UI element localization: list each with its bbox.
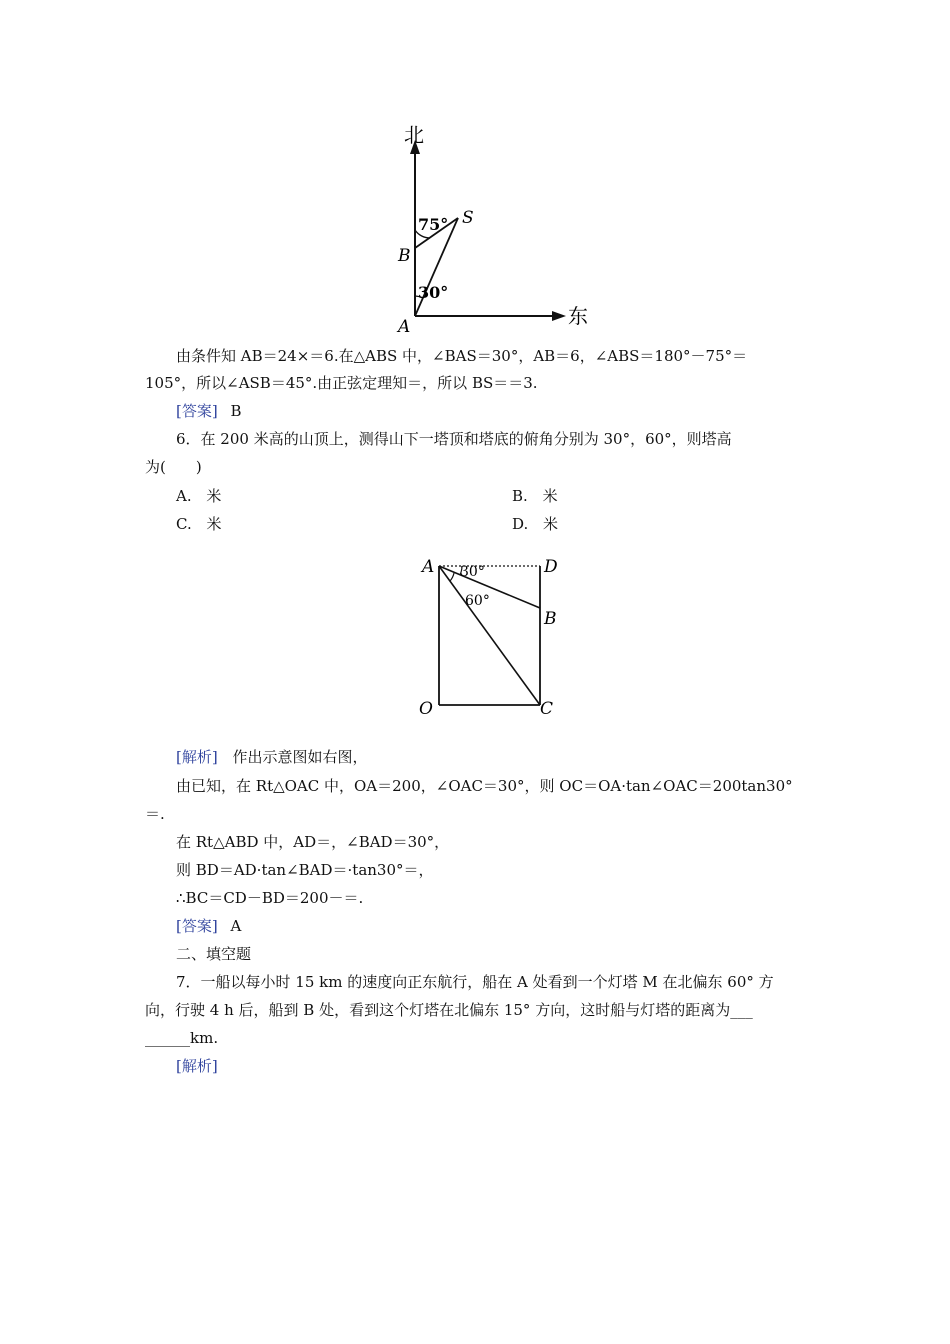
- option-c-text: 米: [206, 515, 222, 533]
- q6-solution-intro-row: [176, 747, 841, 767]
- point-O-label: O: [419, 699, 433, 719]
- angle-arc-60: [450, 573, 454, 581]
- option-d-text: 米: [543, 515, 559, 533]
- q6-option-d: [512, 513, 558, 534]
- q7-solution-tag: [解析]: [176, 1057, 218, 1075]
- point-B-label: B: [544, 609, 557, 629]
- section-title: 二、填空题: [176, 945, 252, 963]
- q6-answer-value: A: [230, 917, 242, 935]
- q7-solution-row: [176, 1056, 841, 1076]
- q5-answer-row: [176, 401, 841, 421]
- point-B-label: B: [398, 246, 411, 266]
- angle-30-label: 30°: [460, 564, 485, 580]
- option-a-label: A.: [176, 487, 192, 505]
- point-S-label: S: [462, 208, 474, 228]
- figure-compass-diagram: [380, 120, 610, 335]
- north-label: 北: [404, 123, 424, 147]
- east-label: 东: [568, 304, 588, 328]
- q7-line-2: 向，行驶 4 h 后，船到 B 处，看到这个灯塔在北偏东 15° 方向，这时船与灯塔的距离为___: [145, 1001, 753, 1019]
- q5-line-2: 105°，所以∠ASB＝45°.由正弦定理知＝，所以 BS＝＝3.: [145, 374, 538, 392]
- point-A-label: A: [422, 557, 435, 577]
- option-a-text: 米: [206, 487, 222, 505]
- angle-60-label: 60°: [465, 593, 490, 609]
- east-arrowhead: [552, 311, 566, 321]
- q6-solution-line-5: ∴BC＝CD－BD＝200－＝.: [176, 889, 364, 907]
- point-D-label: D: [544, 557, 558, 577]
- angle-30-label: 30°: [418, 283, 449, 302]
- q6-solution-tag: [解析]: [176, 748, 218, 766]
- q5-answer-tag: [答案]: [176, 402, 218, 420]
- q6-answer-tag: [答案]: [176, 917, 218, 935]
- q6-solution-line-2: ＝.: [145, 805, 165, 823]
- q6-line-2: 为( ): [145, 458, 202, 476]
- q7-line-3: ______km.: [145, 1029, 219, 1047]
- angle-75-label: 75°: [418, 215, 449, 234]
- option-d-label: D.: [512, 515, 529, 533]
- q6-solution-line-4: 则 BD＝AD·tan∠BAD＝·tan30°＝，: [176, 861, 434, 879]
- q6-solution-intro: 作出示意图如右图，: [232, 748, 368, 766]
- q5-answer-value: B: [230, 402, 242, 420]
- q7-line-1: 7．一船以每小时 15 km 的速度向正东航行，船在 A 处看到一个灯塔 M 在北偏东 60° 方: [176, 973, 774, 991]
- option-b-label: B.: [512, 487, 528, 505]
- q6-solution-line-3: 在 Rt△ABD 中，AD＝，∠BAD＝30°，: [176, 833, 450, 851]
- point-A-label: A: [398, 317, 411, 335]
- point-C-label: C: [540, 699, 554, 719]
- q6-option-a: [176, 485, 221, 506]
- q6-option-b: [512, 485, 558, 506]
- q6-option-c: [176, 513, 222, 534]
- q6-answer-row: [176, 916, 841, 936]
- option-c-label: C.: [176, 515, 192, 533]
- q6-solution-line-1: 由已知，在 Rt△OAC 中，OA＝200，∠OAC＝30°，则 OC＝OA·tan∠OAC＝200tan30°: [176, 777, 793, 795]
- figure-tower-diagram: [410, 550, 570, 725]
- q6-line-1: 6．在 200 米高的山顶上，测得山下一塔顶和塔底的俯角分别为 30°，60°，则塔高: [176, 430, 732, 448]
- option-b-text: 米: [542, 487, 558, 505]
- q5-line-1: 由条件知 AB＝24×＝6.在△ABS 中，∠BAS＝30°，AB＝6，∠ABS＝180°－75°＝: [176, 347, 748, 365]
